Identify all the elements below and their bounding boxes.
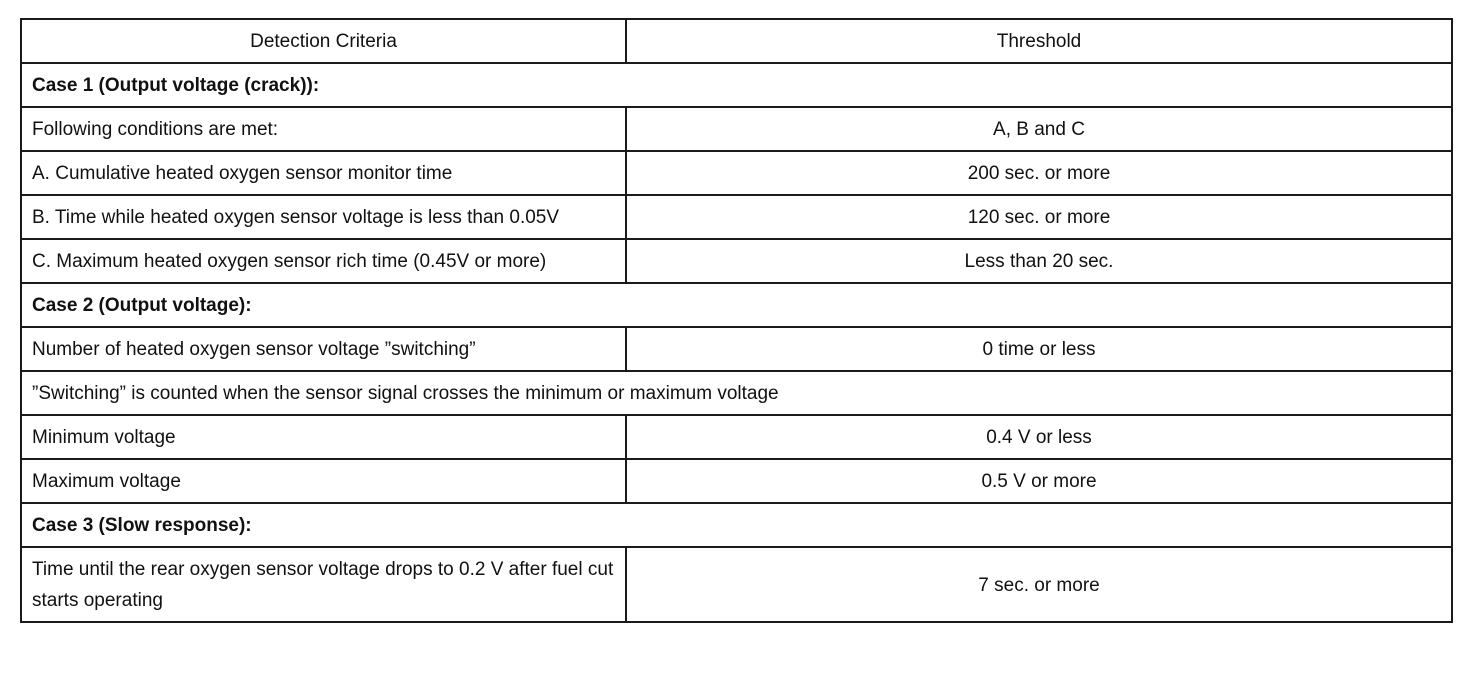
header-criteria: Detection Criteria (21, 19, 626, 63)
section-row-case3 (21, 503, 1452, 547)
case2-switching-criteria: Number of heated oxygen sensor voltage ”switching” (21, 327, 626, 371)
case2-min-voltage-threshold: 0.4 V or less (626, 415, 1452, 459)
case2-max-voltage-threshold: 0.5 V or more (626, 459, 1452, 503)
case2-title: Case 2 (Output voltage): (21, 283, 1452, 327)
case2-switching-note: ”Switching” is counted when the sensor signal crosses the minimum or maximum voltage (21, 371, 1452, 415)
case2-max-voltage-criteria: Maximum voltage (21, 459, 626, 503)
table-row (21, 415, 1452, 459)
table-row (21, 327, 1452, 371)
note-row (21, 371, 1452, 415)
case1-row4-threshold: Less than 20 sec. (626, 239, 1452, 283)
case2-min-voltage-criteria: Minimum voltage (21, 415, 626, 459)
case1-row1-criteria: Following conditions are met: (21, 107, 626, 151)
table-row (21, 107, 1452, 151)
case1-title: Case 1 (Output voltage (crack)): (21, 63, 1452, 107)
detection-criteria-table (20, 18, 1453, 623)
table-row (21, 239, 1452, 283)
case1-row3-threshold: 120 sec. or more (626, 195, 1452, 239)
section-row-case1 (21, 63, 1452, 107)
case2-switching-threshold: 0 time or less (626, 327, 1452, 371)
case3-title: Case 3 (Slow response): (21, 503, 1452, 547)
table-row (21, 547, 1452, 622)
case1-row3-criteria: B. Time while heated oxygen sensor voltage is less than 0.05V (21, 195, 626, 239)
case3-row1-threshold: 7 sec. or more (626, 547, 1452, 622)
table-header-row (21, 19, 1452, 63)
case3-row1-criteria: Time until the rear oxygen sensor voltage drops to 0.2 V after fuel cut starts operating (21, 547, 626, 622)
case1-row4-criteria: C. Maximum heated oxygen sensor rich time (0.45V or more) (21, 239, 626, 283)
case1-row2-criteria: A. Cumulative heated oxygen sensor monitor time (21, 151, 626, 195)
section-row-case2 (21, 283, 1452, 327)
header-threshold: Threshold (626, 19, 1452, 63)
table-row (21, 195, 1452, 239)
table-row (21, 151, 1452, 195)
case1-row1-threshold: A, B and C (626, 107, 1452, 151)
table-row (21, 459, 1452, 503)
case1-row2-threshold: 200 sec. or more (626, 151, 1452, 195)
